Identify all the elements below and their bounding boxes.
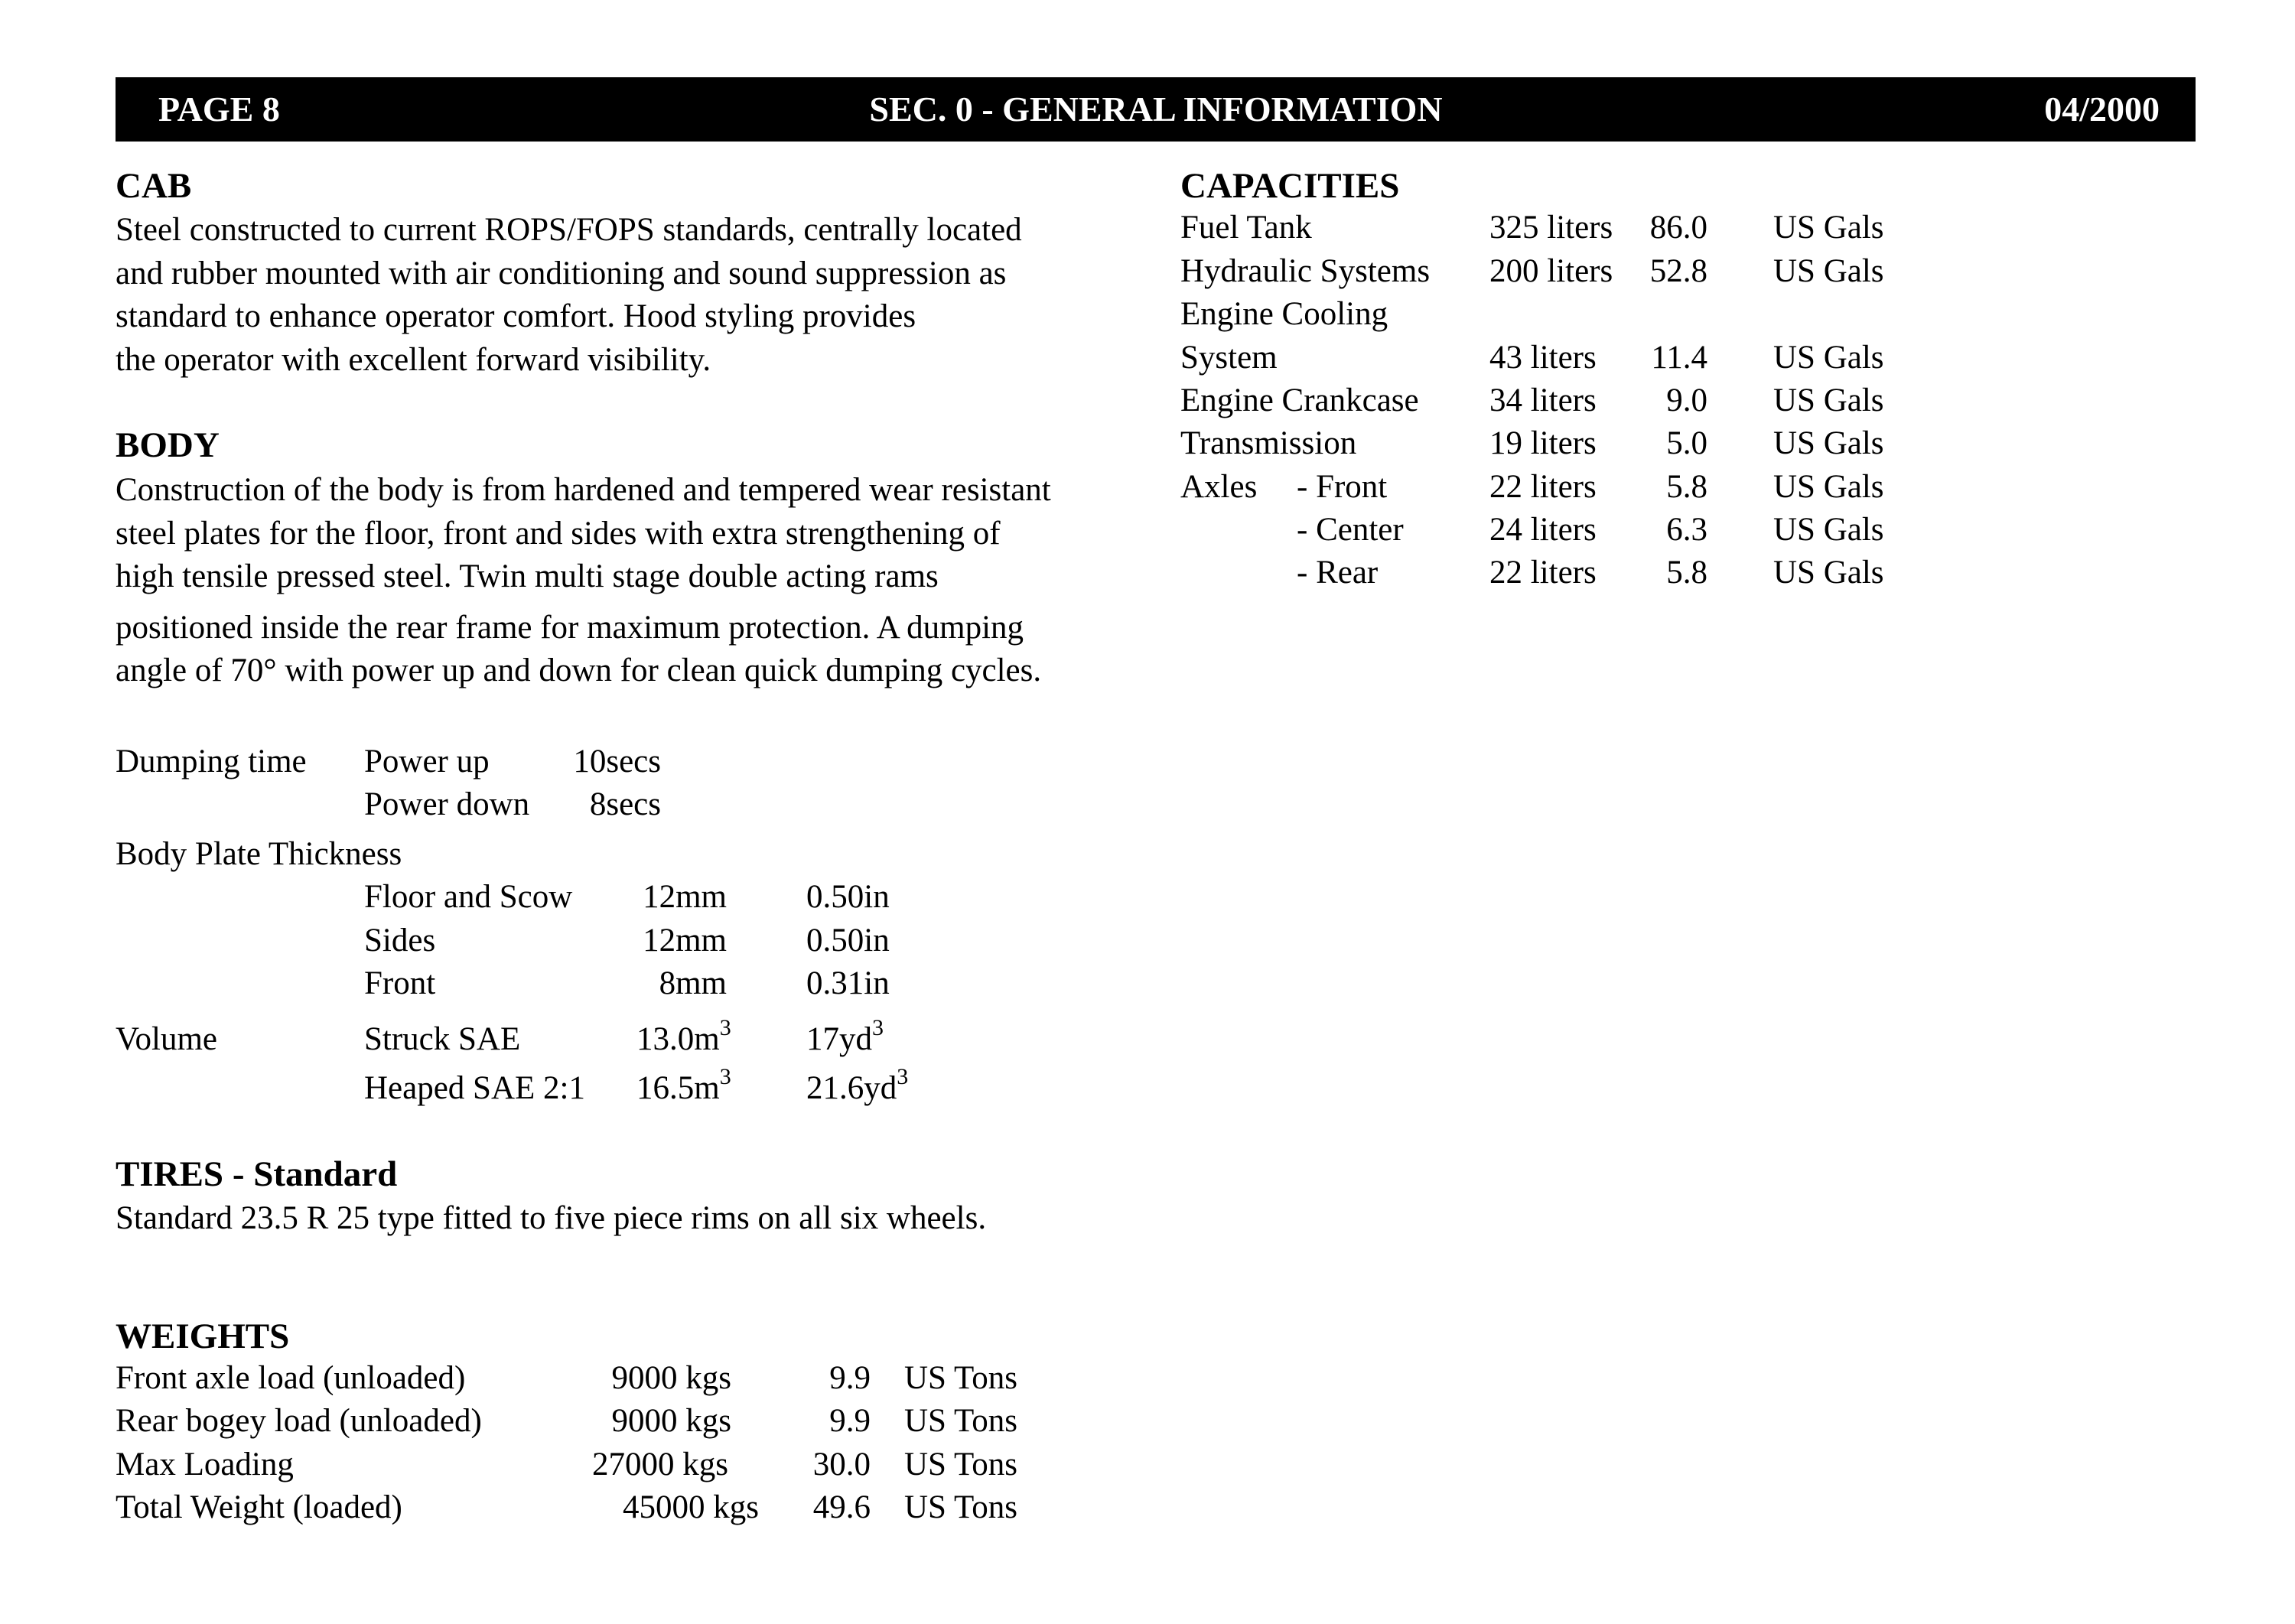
capacity-gals: 5.0	[1666, 425, 1707, 461]
volume-metric: $16.5m^3$	[636, 1063, 731, 1106]
capacity-label: Engine Crankcase	[1180, 382, 1419, 418]
volume-type: Heaped SAE 2:1	[364, 1070, 585, 1106]
cubic-exponent: 3	[719, 1063, 731, 1089]
weight-unit: US Tons	[904, 1403, 1017, 1439]
weight-label: Rear bogey load (unloaded)	[116, 1403, 482, 1439]
weight-label: Front axle load (unloaded)	[116, 1360, 466, 1396]
capacity-liters: 43 liters	[1489, 340, 1597, 376]
capacity-unit: US Gals	[1773, 469, 1884, 505]
volume-metric: $13.0m^3$	[636, 1014, 731, 1057]
capacity-unit: US Gals	[1773, 210, 1884, 246]
weight-tons: 9.9	[829, 1403, 871, 1439]
plate-imperial: 0.50in	[806, 923, 890, 958]
body-line: positioned inside the rear frame for maximum protection. A dumping	[116, 609, 1024, 646]
body-heading: BODY	[116, 425, 220, 465]
cab-line: standard to enhance operator comfort. Hood styling provides	[116, 298, 916, 334]
cab-line: the operator with excellent forward visibility.	[116, 341, 711, 378]
dumping-mode: Power up	[364, 744, 490, 779]
capacities-heading: CAPACITIES	[1180, 166, 1400, 206]
volume-label: Volume	[116, 1021, 217, 1057]
tires-description: Standard 23.5 R 25 type fitted to five piece rims on all six wheels.	[116, 1200, 987, 1236]
weight-unit: US Tons	[904, 1489, 1017, 1525]
plate-imperial: 0.31in	[806, 965, 890, 1001]
axle-position: - Rear	[1297, 555, 1379, 591]
plate-part: Sides	[364, 923, 436, 958]
cubic-exponent: 3	[897, 1063, 909, 1089]
plate-metric: 12mm	[643, 879, 727, 915]
weight-kgs: 9000 kgs	[611, 1403, 731, 1439]
capacity-label: Hydraulic Systems	[1180, 253, 1431, 289]
body-line: Construction of the body is from hardened and tempered wear resistant	[116, 472, 1051, 508]
capacity-unit: US Gals	[1773, 253, 1884, 289]
body-line: high tensile pressed steel. Twin multi stage double acting rams	[116, 558, 939, 594]
cubic-exponent: 3	[719, 1014, 731, 1040]
weight-kgs: 45000 kgs	[623, 1489, 759, 1525]
weight-tons: 9.9	[829, 1360, 871, 1396]
capacity-liters: 19 liters	[1489, 425, 1597, 461]
volume-imperial: $17yd^3$	[806, 1014, 884, 1057]
weight-tons: 30.0	[812, 1447, 871, 1482]
capacity-liters: 325 liters	[1489, 210, 1613, 246]
capacity-gals: 52.8	[1649, 253, 1707, 289]
weight-kgs: 9000 kgs	[611, 1360, 731, 1396]
capacity-unit: US Gals	[1773, 382, 1884, 418]
capacity-unit: US Gals	[1773, 425, 1884, 461]
body-line: steel plates for the floor, front and sides with extra strengthening of	[116, 515, 1001, 552]
capacity-gals: 5.8	[1666, 555, 1707, 591]
page-header	[116, 77, 2196, 142]
dumping-mode: Power down	[364, 786, 530, 822]
weight-label: Max Loading	[116, 1447, 294, 1482]
capacity-gals: 86.0	[1649, 210, 1707, 246]
capacity-liters: 22 liters	[1489, 469, 1597, 505]
capacity-unit: US Gals	[1773, 512, 1884, 548]
revision-date: 04/2000	[2044, 89, 2160, 129]
capacity-label: Transmission	[1180, 425, 1357, 461]
capacity-label: Engine Cooling	[1180, 296, 1388, 332]
capacity-gals: 5.8	[1666, 469, 1707, 505]
weight-kgs: 27000 kgs	[592, 1447, 728, 1482]
capacity-liters: 34 liters	[1489, 382, 1597, 418]
plate-part: Front	[364, 965, 436, 1001]
capacity-label: Fuel Tank	[1180, 210, 1312, 246]
capacity-unit: US Gals	[1773, 555, 1884, 591]
cab-description	[116, 209, 1202, 382]
cab-line: Steel constructed to current ROPS/FOPS standards, centrally located	[116, 212, 1022, 248]
cab-heading: CAB	[116, 166, 192, 206]
cab-line: and rubber mounted with air conditioning and sound suppression as	[116, 255, 1007, 291]
axle-position: - Front	[1297, 469, 1388, 505]
plate-imperial: 0.50in	[806, 879, 890, 915]
dumping-value: 10secs	[573, 744, 661, 779]
body-description	[116, 469, 1202, 693]
capacity-gals: 11.4	[1651, 340, 1707, 376]
tires-heading: TIRES - Standard	[116, 1154, 398, 1194]
body-line: angle of 70° with power up and down for clean quick dumping cycles.	[116, 653, 1042, 688]
weight-label: Total Weight (loaded)	[116, 1489, 402, 1525]
cubic-exponent: 3	[872, 1014, 884, 1040]
dumping-time-label: Dumping time	[116, 744, 307, 779]
capacity-unit: US Gals	[1773, 340, 1884, 376]
axle-position: - Center	[1297, 512, 1404, 548]
section-title: SEC. 0 - GENERAL INFORMATION	[869, 89, 1443, 129]
volume-type: Struck SAE	[364, 1021, 521, 1057]
capacity-gals: 9.0	[1666, 382, 1707, 418]
dumping-value: 8secs	[589, 786, 661, 822]
weight-tons: 49.6	[812, 1489, 871, 1525]
plate-thickness-label: Body Plate Thickness	[116, 836, 402, 872]
capacity-liters: 22 liters	[1489, 555, 1597, 591]
weight-unit: US Tons	[904, 1360, 1017, 1396]
plate-metric: 8mm	[659, 965, 727, 1001]
weights-heading: WEIGHTS	[116, 1316, 290, 1356]
capacity-label: System	[1180, 340, 1278, 376]
page-number: PAGE 8	[158, 89, 280, 129]
capacity-liters: 200 liters	[1489, 253, 1613, 289]
plate-metric: 12mm	[643, 923, 727, 958]
weight-unit: US Tons	[904, 1447, 1017, 1482]
axles-label: Axles	[1180, 469, 1258, 505]
capacity-gals: 6.3	[1666, 512, 1707, 548]
capacity-liters: 24 liters	[1489, 512, 1597, 548]
plate-part: Floor and Scow	[364, 879, 573, 915]
volume-imperial: $21.6yd^3$	[806, 1063, 909, 1106]
